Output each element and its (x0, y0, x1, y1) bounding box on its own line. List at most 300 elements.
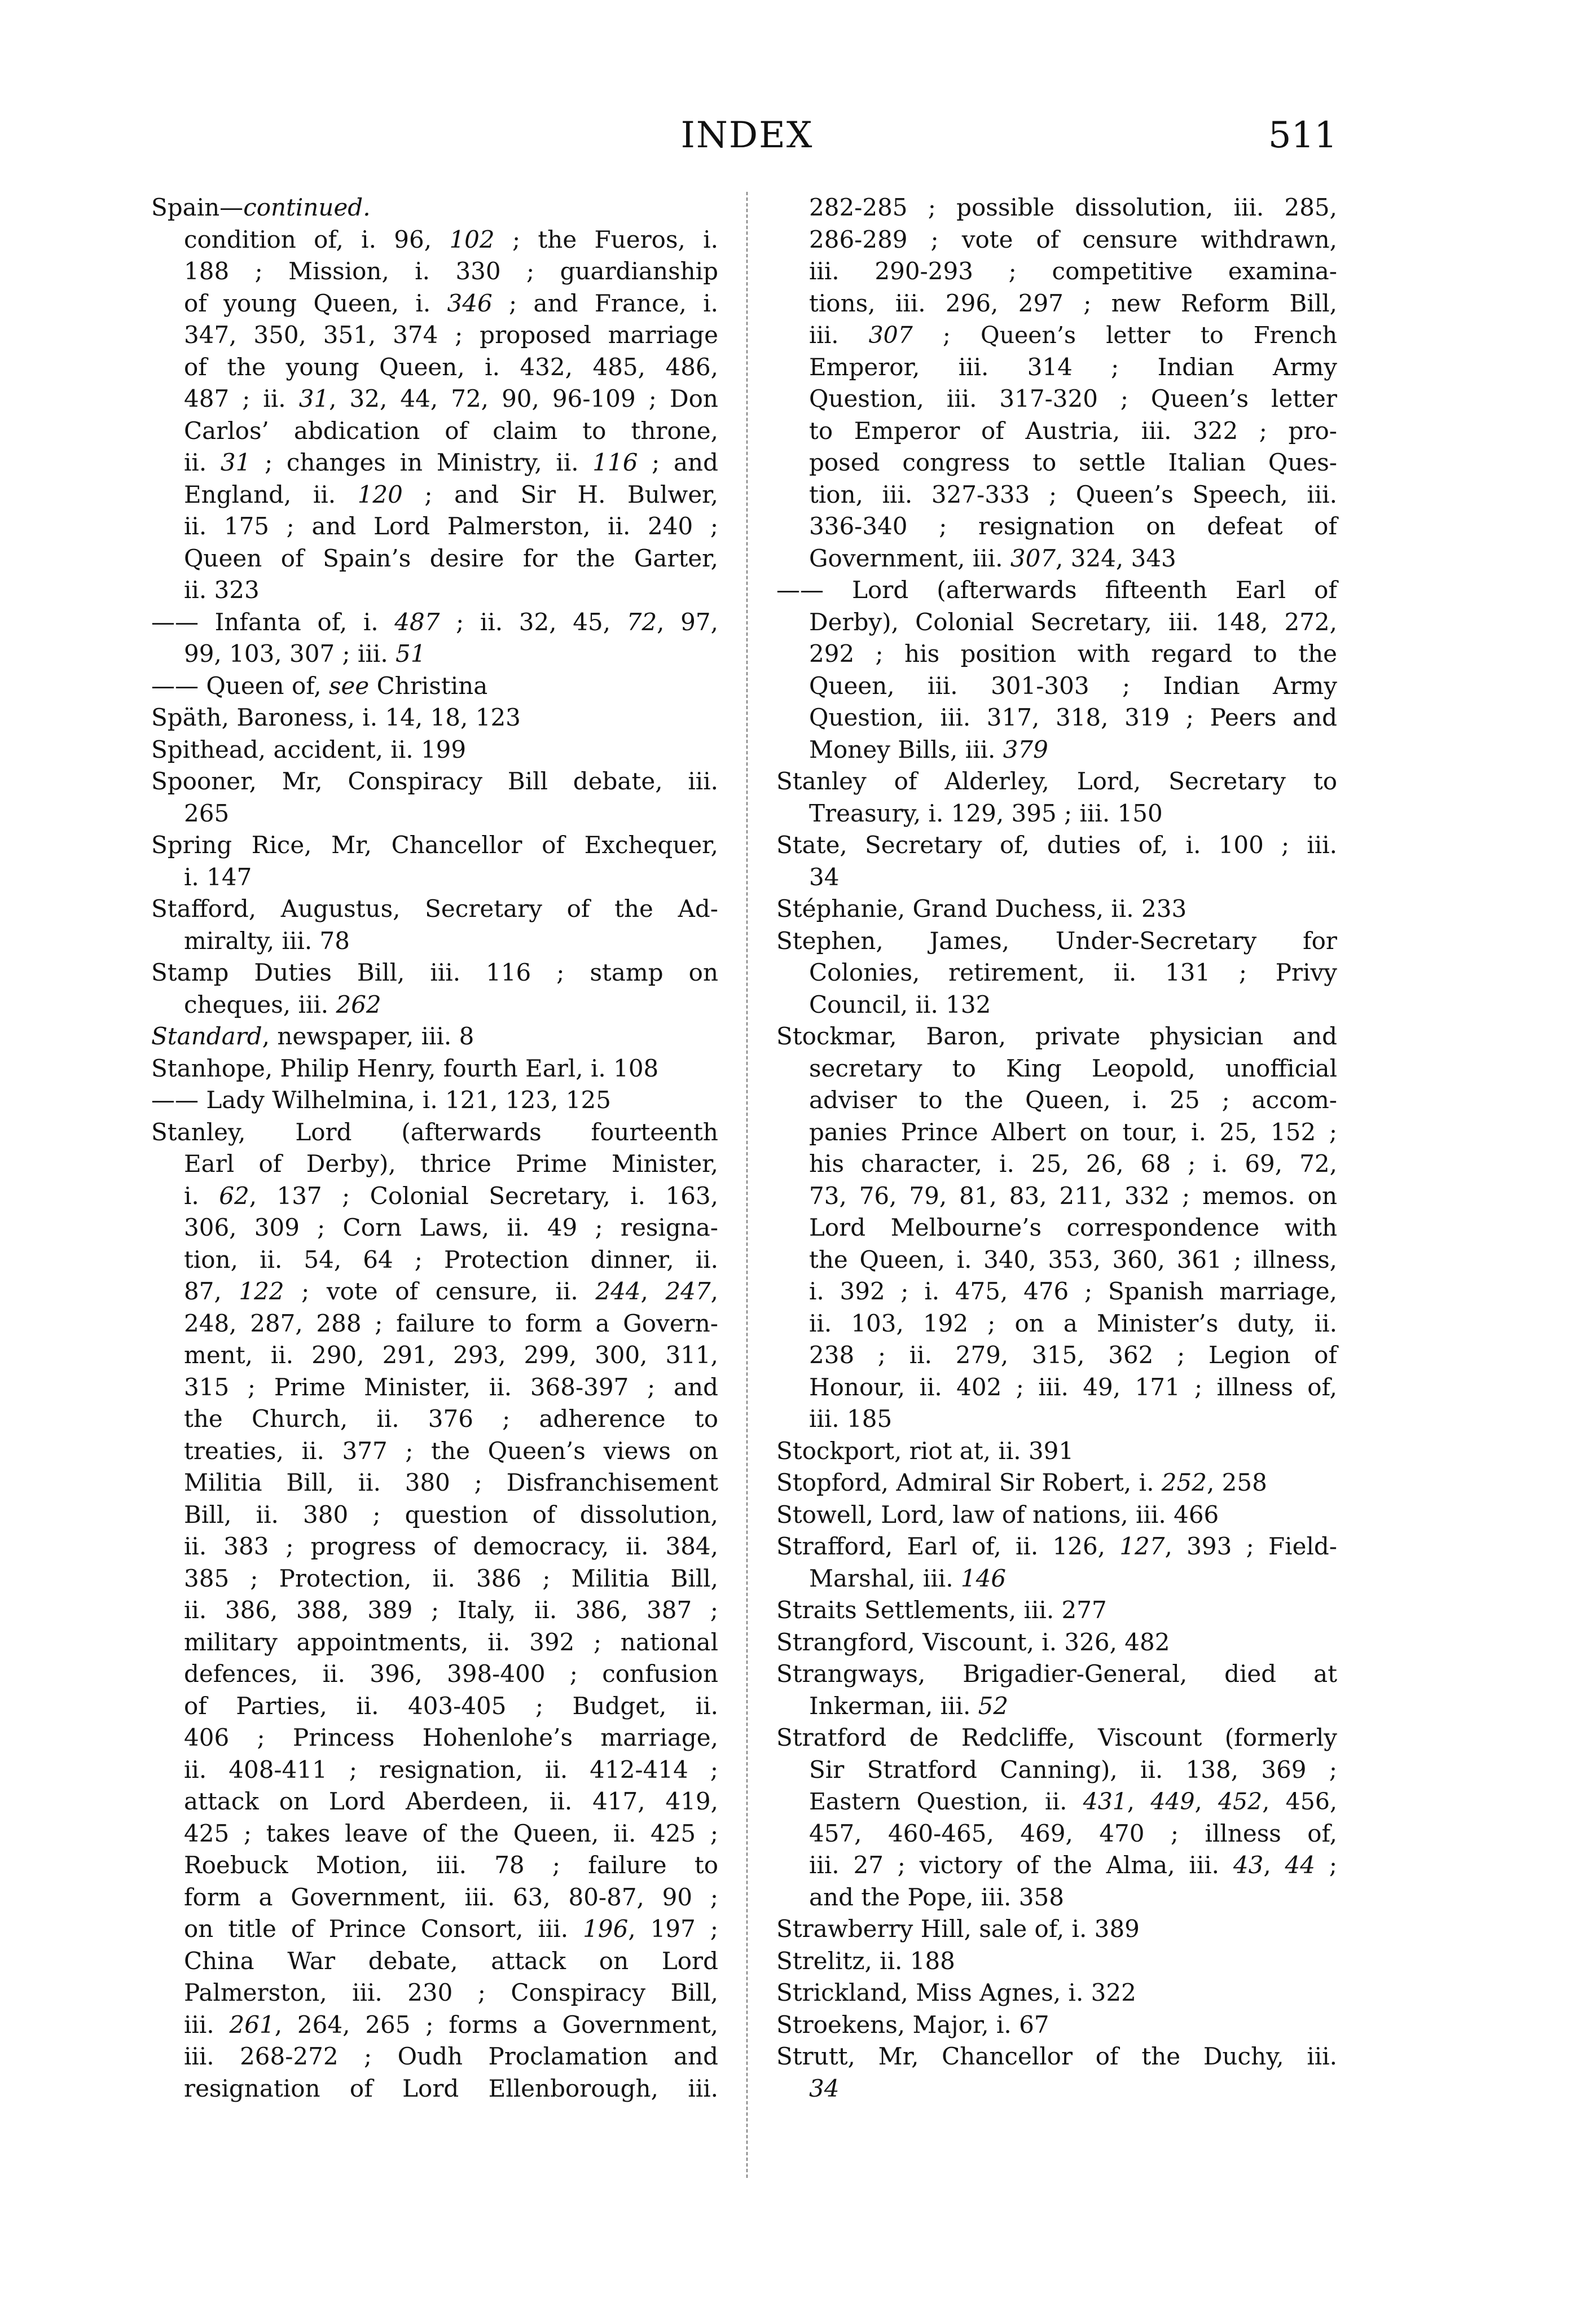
entry-text: 87, (184, 1277, 239, 1305)
index-entry-line (776, 1882, 1337, 1914)
index-entry-line (151, 543, 718, 575)
entry-text: Militia Bill, ii. 380 ; Disfranchisement (184, 1469, 718, 1496)
index-entry-line (776, 957, 1337, 989)
index-entry-line (776, 479, 1337, 511)
running-head (0, 113, 1582, 158)
index-entry-heading-line (776, 829, 1337, 862)
entry-text: of the young Queen, i. 432, 485, 486, (184, 353, 718, 381)
entry-text: Stratford de Redcliffe, Viscount (formerly (776, 1724, 1337, 1751)
entry-text: of Parties, ii. 403-405 ; Budget, ii. (184, 1692, 718, 1720)
entry-text-italic: 262 (336, 990, 381, 1018)
entry-text-italic: 62 (219, 1181, 249, 1210)
index-entry (776, 1913, 1337, 1945)
entry-text: iii. 268-272 ; Oudh Proclamation and (184, 2042, 718, 2070)
index-entry-heading-line (776, 1435, 1337, 1468)
index-entry-heading-line (776, 574, 1337, 607)
index-entry-line (776, 734, 1337, 766)
index-entry-heading-line (776, 1627, 1337, 1659)
entry-text-italic: 487 (394, 608, 440, 636)
index-entry (776, 1722, 1337, 1913)
entry-text: Question, iii. 317-320 ; Queen’s letter (809, 385, 1337, 412)
index-entry-heading-line (776, 1977, 1337, 2009)
index-entry-line (776, 1563, 1337, 1595)
index-entry-line (776, 1117, 1337, 1149)
entry-text-italic: 51 (395, 640, 426, 667)
entry-text: Queen, iii. 301-303 ; Indian Army (809, 671, 1337, 700)
entry-text: ii. 386, 388, 389 ; Italy, ii. 386, 387 ; (184, 1596, 718, 1624)
index-entry-line (776, 702, 1337, 734)
index-entry-line (776, 1849, 1337, 1882)
entry-text: i. 147 (184, 863, 252, 891)
index-entry-line (776, 192, 1337, 224)
index-entry-line (151, 1563, 718, 1595)
entry-text-italic: 43 (1233, 1851, 1264, 1879)
entry-text: , 258 (1206, 1469, 1267, 1496)
index-entry (151, 1053, 718, 1085)
entry-text: Eastern Question, ii. (809, 1788, 1083, 1815)
entry-text-italic: 31 (220, 449, 251, 476)
index-entry (151, 734, 718, 766)
index-entry (776, 1467, 1337, 1499)
entry-text: resignation of Lord Ellenborough, iii. (184, 2074, 718, 2102)
entry-text: Strangford, Viscount, i. 326, 482 (776, 1628, 1170, 1656)
index-entry-heading-line (776, 2009, 1337, 2041)
entry-text: 347, 350, 351, 374 ; proposed marriage (184, 321, 718, 349)
index-entry-line (776, 1754, 1337, 1786)
entry-text: Stanhope, Philip Henry, fourth Earl, i. 108 (151, 1054, 659, 1082)
entry-text: Carlos’ abdication of claim to throne, (184, 416, 718, 445)
index-entry-line (151, 2073, 718, 2105)
entry-text: Stamp Duties Bill, iii. 116 ; stamp on (151, 959, 718, 986)
index-entry-line (776, 1786, 1337, 1818)
index-entry-line (151, 1403, 718, 1435)
index-entry (151, 1117, 718, 2105)
index-entry-heading-line (776, 1722, 1337, 1754)
index-entry-heading-line (776, 925, 1337, 957)
entry-text-italic: 102 (449, 225, 495, 253)
entry-text: —— Lord (afterwards fifteenth Earl of (776, 576, 1337, 604)
entry-text: Spithead, accident, ii. 199 (151, 735, 467, 763)
index-entry-line (151, 352, 718, 384)
entry-text: 425 ; takes leave of the Queen, ii. 425 ; (184, 1819, 718, 1847)
page-number: 511 (1268, 115, 1337, 156)
entry-text: Stephen, James, Under-Secretary for (776, 926, 1337, 955)
index-entry-line (151, 1977, 718, 2009)
entry-text-italic: 346 (447, 289, 493, 317)
entry-text: , (1194, 1788, 1218, 1815)
entry-text: Spain— (151, 194, 244, 221)
entry-text: Stockport, riot at, ii. 391 (776, 1436, 1074, 1465)
index-entry-line (151, 1690, 718, 1723)
index-entry-line (776, 383, 1337, 415)
entry-text: ; and France, i. (492, 289, 718, 317)
entry-text: Government, iii. (809, 544, 1010, 572)
entry-text: , 97, (657, 608, 718, 636)
entry-text: ; vote of censure, ii. (284, 1277, 596, 1305)
index-entry-heading-line (776, 893, 1337, 925)
index-entry-line (151, 1658, 718, 1690)
entry-text-italic: 196 (583, 1915, 629, 1943)
entry-text: China War debate, attack on Lord (184, 1947, 718, 1975)
entry-text: tions, iii. 296, 297 ; new Reform Bill, (809, 289, 1337, 317)
entry-text: ; and Sir H. Bulwer, (402, 480, 718, 508)
entry-text: , (1127, 1788, 1151, 1815)
index-entry-line (151, 1531, 718, 1563)
index-entry-heading-line (151, 1053, 718, 1085)
entry-text: ; the Fueros, i. (494, 225, 718, 253)
index-entry (151, 670, 718, 702)
entry-text: Council, ii. 132 (809, 990, 991, 1018)
index-entry-line (151, 1722, 718, 1754)
entry-text: Honour, ii. 402 ; iii. 49, 171 ; illness of, (809, 1373, 1337, 1401)
entry-text-italic: 146 (960, 1564, 1007, 1592)
index-entry-line (151, 1754, 718, 1786)
index-entry-line (151, 1339, 718, 1372)
index-entry-line (151, 1148, 718, 1180)
index-entry (776, 1435, 1337, 1468)
index-entry-line (151, 1372, 718, 1404)
index-entry (776, 2041, 1337, 2105)
entry-text-italic: 379 (1003, 735, 1048, 763)
entry-text: iii. 290-293 ; competitive examina- (809, 257, 1337, 285)
index-entry (151, 829, 718, 893)
entry-text: , (640, 1277, 666, 1305)
index-entry-heading-line (776, 1499, 1337, 1531)
index-entry-line (776, 511, 1337, 543)
index-entry-line (776, 1818, 1337, 1850)
entry-text: Spring Rice, Mr, Chancellor of Exchequer, (151, 831, 718, 859)
entry-text: i. 392 ; i. 475, 476 ; Spanish marriage, (809, 1277, 1337, 1305)
entry-text: 248, 287, 288 ; failure to form a Govern- (184, 1309, 718, 1337)
index-entry-heading-line (776, 766, 1337, 798)
entry-text: Stockmar, Baron, private physician and (776, 1022, 1337, 1050)
index-entry (776, 1531, 1337, 1594)
entry-text-italic: 44 (1285, 1851, 1315, 1879)
index-column-left (151, 192, 718, 2105)
entry-text: 99, 103, 307 ; iii. (184, 640, 396, 667)
entry-text: Sir Stratford Canning), ii. 138, 369 ; (809, 1755, 1337, 1783)
entry-text: ii. 323 (184, 576, 260, 604)
entry-text: tion, iii. 327-333 ; Queen’s Speech, iii. (809, 480, 1337, 508)
index-entry-line (151, 1945, 718, 1978)
entry-text: , 32, 44, 72, 90, 96-109 ; Don (329, 385, 718, 412)
entry-text-italic: 307 (1010, 544, 1056, 572)
index-entry (776, 1499, 1337, 1531)
entry-text: Stanley of Alderley, Lord, Secretary to (776, 767, 1337, 795)
entry-text: 282-285 ; possible dissolution, iii. 285, (809, 194, 1337, 221)
entry-text: Inkerman, iii. (809, 1692, 978, 1720)
entry-text: 265 (184, 799, 230, 827)
index-entry (776, 893, 1337, 925)
entry-text: ii. (184, 449, 221, 476)
index-entry-line (776, 670, 1337, 702)
index-entry-heading-line (776, 1658, 1337, 1690)
index-entry-line (151, 1276, 718, 1308)
index-entry-line (151, 862, 718, 894)
entry-text: , 324, 343 (1056, 544, 1176, 572)
entry-text-italic: 120 (357, 480, 403, 508)
entry-text: iii. (809, 322, 869, 349)
entry-text: on title of Prince Consort, iii. (184, 1915, 583, 1943)
entry-text: , 456, (1262, 1788, 1337, 1815)
entry-text: Strutt, Mr, Chancellor of the Duchy, iii. (776, 2042, 1337, 2070)
entry-text: —— Queen of, (151, 671, 329, 700)
entry-text: Money Bills, iii. (809, 735, 1003, 763)
index-entry-heading-line (151, 893, 718, 925)
index-entry-line (776, 1212, 1337, 1244)
entry-text: , 264, 265 ; forms a Government, (274, 2010, 718, 2039)
entry-text: Strawberry Hill, sale of, i. 389 (776, 1915, 1140, 1943)
index-entry (776, 1627, 1337, 1659)
entry-text-italic: 34 (809, 2074, 840, 2102)
entry-text: tion, ii. 54, 64 ; Protection dinner, ii. (184, 1245, 718, 1273)
index-entry (776, 925, 1337, 1021)
index-entry-line (151, 1499, 718, 1531)
entry-text: Späth, Baroness, i. 14, 18, 123 (151, 704, 521, 731)
index-entry-line (776, 1339, 1337, 1372)
entry-text: the Church, ii. 376 ; adherence to (184, 1405, 718, 1433)
index-entry-line (151, 1308, 718, 1340)
entry-text: , 393 ; Field- (1164, 1532, 1337, 1560)
entry-text: to Emperor of Austria, iii. 322 ; pro- (809, 416, 1337, 445)
entry-text-italic: 431 (1083, 1788, 1127, 1815)
index-entry-line (151, 989, 718, 1021)
index-entry (776, 2009, 1337, 2041)
index-entry (776, 829, 1337, 893)
index-entry-line (151, 1435, 718, 1468)
entry-text: ii. 175 ; and Lord Palmerston, ii. 240 ; (184, 512, 718, 540)
entry-text: Stowell, Lord, law of nations, iii. 466 (776, 1500, 1219, 1528)
entry-text: miralty, iii. 78 (184, 926, 350, 955)
entry-text: England, ii. (184, 480, 358, 508)
index-entry-line (151, 1244, 718, 1276)
index-entry-line (151, 2009, 718, 2041)
entry-text: ; ii. 32, 45, (440, 608, 627, 636)
index-entry-line (151, 447, 718, 479)
entry-text: , 197 ; (628, 1915, 718, 1943)
entry-text-italic: Standard (151, 1022, 262, 1050)
entry-text: Lord Melbourne’s correspondence with (809, 1214, 1337, 1241)
index-entry-line (151, 256, 718, 288)
index-entry (151, 893, 718, 957)
entry-text: panies Prince Albert on tour, i. 25, 152 ; (809, 1118, 1337, 1146)
index-entry-heading-line (151, 1084, 718, 1117)
index-entry-line (776, 319, 1337, 352)
index-entry (776, 192, 1337, 574)
entry-text-italic: 247 (665, 1277, 711, 1305)
index-entry-line (151, 1913, 718, 1945)
index-entry-line (776, 1308, 1337, 1340)
index-entry-line (776, 1372, 1337, 1404)
entry-text: , (710, 1277, 718, 1305)
entry-text: military appointments, ii. 392 ; national (184, 1628, 718, 1656)
index-entry-line (151, 1594, 718, 1627)
index-entry-line (776, 447, 1337, 479)
index-entry-line (151, 288, 718, 320)
entry-text: —— Lady Wilhelmina, i. 121, 123, 125 (151, 1086, 611, 1114)
index-entry-heading-line (151, 766, 718, 798)
index-entry-line (776, 1180, 1337, 1212)
entry-text: iii. 27 ; victory of the Alma, iii. (809, 1851, 1233, 1879)
entry-text: adviser to the Queen, i. 25 ; accom- (809, 1086, 1337, 1114)
index-entry-line (776, 1403, 1337, 1435)
index-entry-line (776, 862, 1337, 894)
entry-text-italic: 127 (1119, 1532, 1165, 1560)
index-entry-line (151, 574, 718, 607)
index-entry-line (151, 1849, 718, 1882)
index-entry-heading-line (151, 829, 718, 862)
index-entry-line (151, 1627, 718, 1659)
entry-text: Spooner, Mr, Conspiracy Bill debate, iii. (151, 767, 718, 795)
entry-text-italic: see (328, 671, 370, 700)
entry-text: Strelitz, ii. 188 (776, 1947, 955, 1975)
entry-text: Derby), Colonial Secretary, iii. 148, 272, (809, 608, 1337, 636)
entry-text: Emperor, iii. 314 ; Indian Army (809, 353, 1337, 381)
index-entry-heading-line (776, 1913, 1337, 1945)
index-entry-line (776, 224, 1337, 256)
index-entry (151, 607, 718, 670)
index-entry-line (151, 479, 718, 511)
entry-text-italic: 307 (868, 322, 913, 349)
entry-text: Stroekens, Major, i. 67 (776, 2010, 1049, 2039)
index-entry (776, 1945, 1337, 1978)
index-entry-line (776, 607, 1337, 639)
entry-text: , (1263, 1851, 1285, 1879)
index-entry-heading-line (776, 1531, 1337, 1563)
entry-text: ii. 408-411 ; resignation, ii. 412-414 ; (184, 1755, 718, 1783)
index-entry (151, 766, 718, 829)
entry-text: 306, 309 ; Corn Laws, ii. 49 ; resigna- (184, 1214, 718, 1241)
entry-text: 292 ; his position with regard to the (809, 640, 1337, 667)
entry-text: ii. 103, 192 ; on a Minister’s duty, ii. (809, 1309, 1337, 1337)
entry-text: , 137 ; Colonial Secretary, i. 163, (249, 1181, 718, 1210)
entry-text: and the Pope, iii. 358 (809, 1883, 1064, 1911)
entry-text: 73, 76, 79, 81, 83, 211, 332 ; memos. on (809, 1181, 1337, 1210)
index-entry-line (151, 1180, 718, 1212)
index-entry-line (151, 511, 718, 543)
index-entry-line (151, 383, 718, 415)
entry-text-italic: 261 (229, 2010, 275, 2039)
entry-text: 238 ; ii. 279, 315, 362 ; Legion of (809, 1341, 1337, 1369)
index-entry (776, 1977, 1337, 2009)
index-entry-heading-line (776, 2041, 1337, 2073)
index-column-right (776, 192, 1337, 2105)
index-entry-line (151, 925, 718, 957)
index-entry (776, 1658, 1337, 1722)
index-entry (151, 1084, 718, 1117)
entry-text-italic: 452 (1218, 1788, 1263, 1815)
entry-text-italic: 31 (298, 385, 329, 412)
entry-text-italic: 252 (1161, 1469, 1207, 1496)
index-entry-heading-line (776, 1467, 1337, 1499)
entry-text: ment, ii. 290, 291, 293, 299, 300, 311, (184, 1341, 718, 1369)
index-entry-line (151, 319, 718, 352)
entry-text: , newspaper, iii. 8 (262, 1022, 474, 1050)
running-head-title: INDEX (680, 115, 814, 156)
entry-text: Earl of Derby), thrice Prime Minister, (184, 1150, 718, 1178)
index-entry-line (151, 1467, 718, 1499)
index-entry-line (151, 1818, 718, 1850)
index-entry-line (776, 352, 1337, 384)
entry-text: Strafford, Earl of, ii. 126, (776, 1532, 1120, 1560)
index-entry-heading-line (151, 670, 718, 702)
index-entry-line (151, 798, 718, 830)
index-entry-line (776, 1244, 1337, 1276)
entry-text: 487 ; ii. (184, 385, 299, 412)
index-entry (151, 1021, 718, 1053)
index-entry-line (151, 1882, 718, 1914)
index-entry-line (151, 415, 718, 447)
entry-text: 315 ; Prime Minister, ii. 368-397 ; and (184, 1373, 718, 1401)
index-entry-heading-line (151, 607, 718, 639)
entry-text: Colonies, retirement, ii. 131 ; Privy (809, 959, 1337, 986)
entry-text: 336-340 ; resignation on defeat of (809, 512, 1337, 540)
index-entry (151, 702, 718, 734)
index-entry-line (776, 989, 1337, 1021)
index-entry-heading-line (151, 702, 718, 734)
index-entry-heading-line (151, 1021, 718, 1053)
entry-text: Question, iii. 317, 318, 319 ; Peers and (809, 704, 1337, 731)
index-entry-line (776, 638, 1337, 670)
index-entry-line (776, 415, 1337, 447)
entry-text-italic: 72 (626, 608, 657, 636)
index-entry-line (776, 256, 1337, 288)
entry-text: iii. 185 (809, 1405, 893, 1433)
entry-text: Marshal, iii. (809, 1564, 961, 1592)
entry-text: ; changes in Ministry, ii. (251, 449, 593, 476)
index-entry (776, 1594, 1337, 1627)
entry-text: Treasury, i. 129, 395 ; iii. 150 (809, 799, 1163, 827)
index-entry-line (151, 638, 718, 670)
entry-text: 406 ; Princess Hohenlohe’s marriage, (184, 1724, 718, 1751)
index-entry-line (151, 224, 718, 256)
index-entry-heading-line (151, 192, 718, 224)
index-entry-heading-line (151, 1117, 718, 1149)
entry-text: posed congress to settle Italian Ques- (809, 449, 1337, 476)
index-entry-heading-line (151, 734, 718, 766)
entry-text: 34 (809, 863, 840, 891)
index-entry-line (776, 543, 1337, 575)
entry-text: Palmerston, iii. 230 ; Conspiracy Bill, (184, 1979, 718, 2006)
entry-text: the Queen, i. 340, 353, 360, 361 ; illness, (809, 1245, 1337, 1273)
entry-text-italic: 449 (1150, 1788, 1195, 1815)
entry-text: defences, ii. 396, 398-400 ; confusion (184, 1660, 718, 1688)
entry-text-italic: 244 (595, 1277, 641, 1305)
entry-text: Stéphanie, Grand Duchess, ii. 233 (776, 895, 1187, 922)
entry-text: his character, i. 25, 26, 68 ; i. 69, 72, (809, 1150, 1337, 1178)
index-entry-line (776, 1690, 1337, 1723)
index-entry-heading-line (776, 1945, 1337, 1978)
entry-text: Queen of Spain’s desire for the Garter, (184, 544, 718, 572)
index-entry-line (776, 1276, 1337, 1308)
entry-text: State, Secretary of, duties of, i. 100 ; iii. (776, 831, 1337, 859)
entry-text-italic: 116 (592, 449, 638, 476)
entry-text: ii. 383 ; progress of democracy, ii. 384, (184, 1532, 718, 1560)
index-entry-line (776, 288, 1337, 320)
entry-text: ; (1315, 1851, 1337, 1879)
index-entry-line (776, 1148, 1337, 1180)
entry-text: secretary to King Leopold, unofficial (809, 1054, 1337, 1082)
entry-text: attack on Lord Aberdeen, ii. 417, 419, (184, 1787, 718, 1815)
entry-text-italic: continued. (243, 194, 371, 221)
entry-text: ; and (638, 449, 718, 476)
entry-text: form a Government, iii. 63, 80-87, 90 ; (184, 1883, 718, 1911)
entry-text-italic: 122 (239, 1277, 284, 1305)
entry-text: i. (184, 1181, 219, 1210)
index-entry (776, 766, 1337, 829)
index-entry-heading-line (151, 957, 718, 989)
index-entry-heading-line (776, 1021, 1337, 1053)
